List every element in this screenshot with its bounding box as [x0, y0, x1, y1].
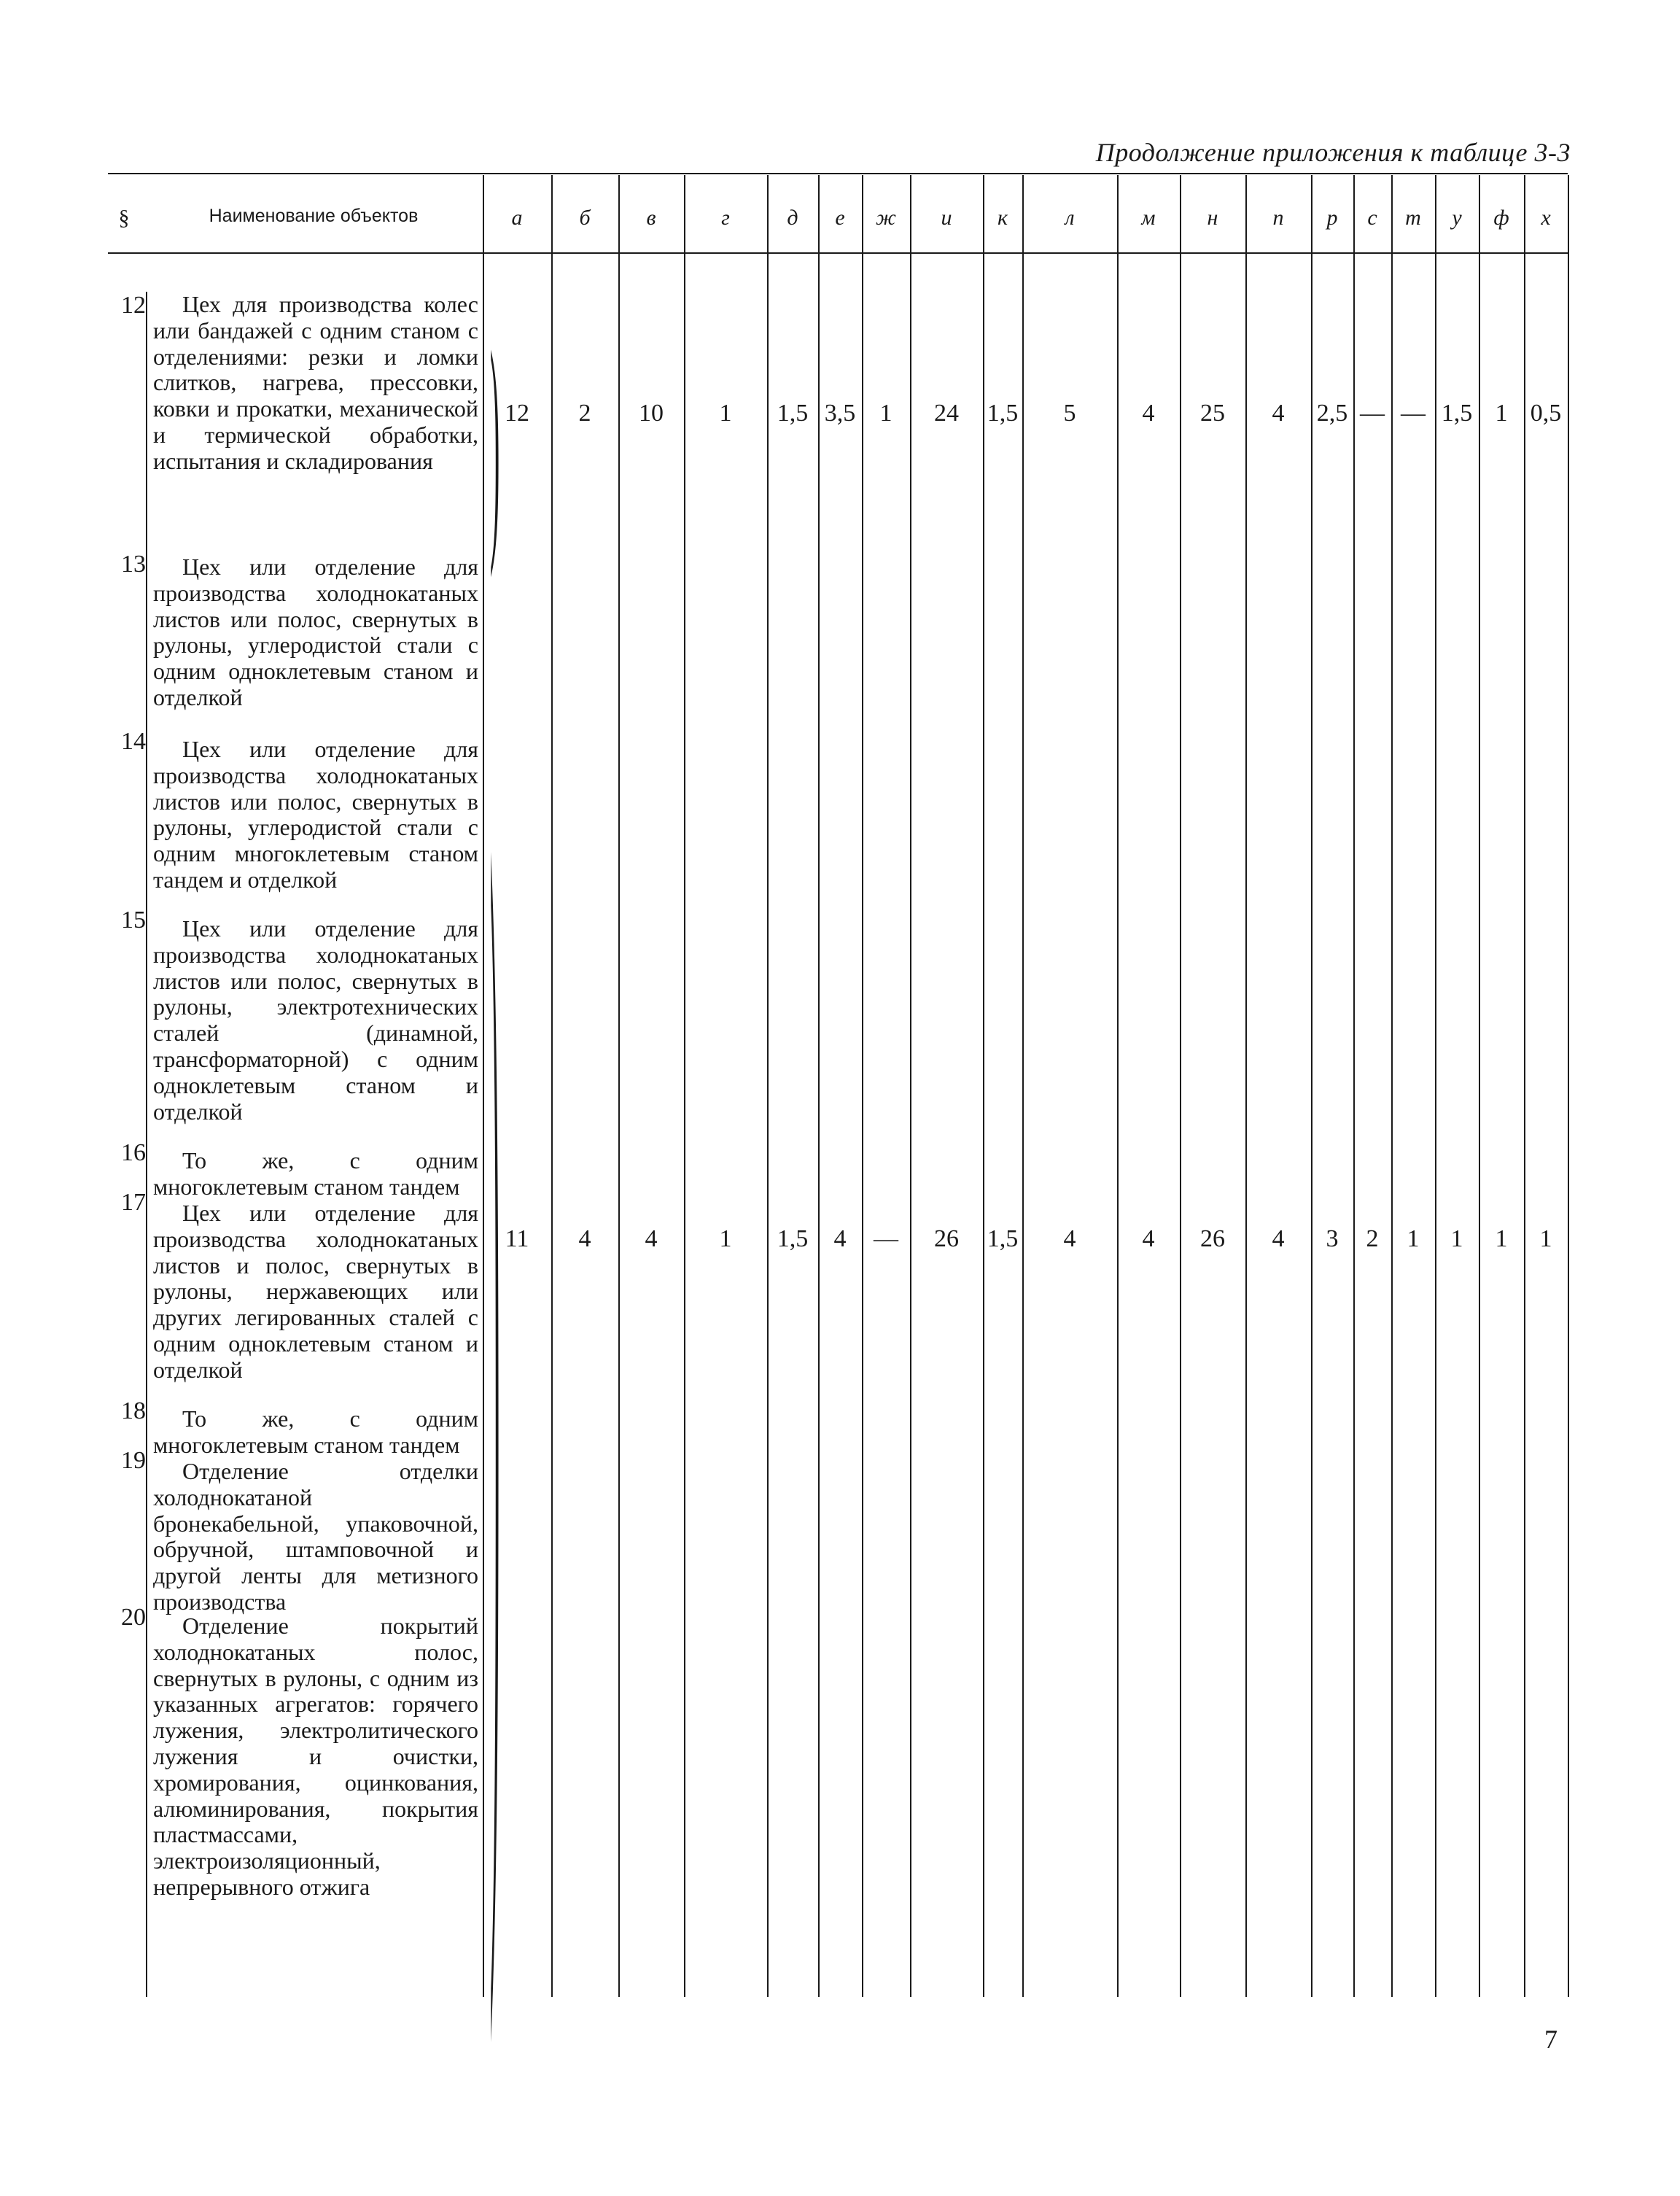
header-col-10: м [1141, 206, 1156, 230]
header-col-14: с [1367, 206, 1377, 230]
row-description-14 [153, 737, 478, 893]
header-col-8: к [997, 206, 1008, 230]
column-divider-14 [1353, 175, 1355, 1997]
value-g2-col-5: 4 [833, 1225, 847, 1252]
value-g1-col-9: 5 [1063, 400, 1076, 427]
value-g2-col-2: 4 [645, 1225, 658, 1252]
value-g1-col-3: 1 [719, 400, 732, 427]
value-g2-col-13: 3 [1326, 1225, 1339, 1252]
bracket-group-2: ) [490, 581, 500, 2058]
header-col-3: г [721, 206, 730, 230]
header-col-12: п [1272, 206, 1284, 230]
value-g1-col-17: 1 [1495, 400, 1508, 427]
value-g2-col-0: 11 [505, 1225, 529, 1252]
column-divider-7 [910, 175, 911, 1997]
column-divider-3 [684, 175, 685, 1997]
value-g1-col-11: 25 [1200, 400, 1225, 427]
value-g1-col-2: 10 [639, 400, 664, 427]
value-g1-col-5: 3,5 [824, 400, 856, 427]
row-description-18 [153, 1406, 478, 1459]
row-description-15 [153, 916, 478, 1125]
row-number-15: 15 [121, 907, 146, 934]
column-divider-17 [1479, 175, 1480, 1997]
column-divider-16 [1435, 175, 1436, 1997]
column-divider-9 [1022, 175, 1024, 1997]
row-number-18: 18 [121, 1397, 146, 1424]
value-g2-col-17: 1 [1495, 1225, 1508, 1252]
row-description-20 [153, 1613, 478, 1901]
column-divider-4 [767, 175, 769, 1997]
column-divider-13 [1311, 175, 1312, 1997]
value-g2-col-1: 4 [578, 1225, 591, 1252]
value-g2-col-4: 1,5 [777, 1225, 809, 1252]
row-text-17: Цех или отделение для производства холоднокатаных листов и полос, свернутых в рулоны, нержавеющих или других легированных сталей с одним одноклетевым станом и отделкой [153, 1200, 478, 1383]
value-g2-col-11: 26 [1200, 1225, 1225, 1252]
row-text-18: То же, с одним многоклетевым станом тандем [153, 1405, 478, 1458]
header-col-0: а [511, 206, 523, 230]
header-col-1: б [579, 206, 591, 230]
column-divider-11 [1180, 175, 1181, 1997]
row-number-13: 13 [121, 551, 146, 578]
value-g1-col-7: 24 [934, 400, 959, 427]
column-divider-10 [1117, 175, 1119, 1997]
value-g1-col-1: 2 [578, 400, 591, 427]
row-text-19: Отделение отделки холоднокатаной бронекабельной, упаковочной, обручной, штамповочной и другой ленты для метизного производства [153, 1458, 478, 1615]
bracket-group-1: ) [490, 298, 500, 581]
row-text-20: Отделение покрытий холоднокатаных полос, свернутых в рулоны, с одним из указанных агрегатов: горячего лужения, электролитического лужения и очистки, хромирования, оцинкования, алюминирования, покрытия пластмассами, электроизоляционный, непрерывного отжига [153, 1613, 478, 1900]
section-column-divider [146, 292, 147, 1997]
column-divider-5 [818, 175, 820, 1997]
header-object-name: Наименование объектов [209, 206, 419, 226]
row-text-15: Цех или отделение для производства холоднокатаных листов или полос, свернутых в рулоны, электротехнических сталей (динамной, трансформаторной) с одним одноклетевым станом и отделкой [153, 915, 478, 1125]
value-g2-col-16: 1 [1450, 1225, 1463, 1252]
value-g2-col-9: 4 [1063, 1225, 1076, 1252]
value-g2-col-15: 1 [1407, 1225, 1420, 1252]
value-g2-col-10: 4 [1142, 1225, 1155, 1252]
value-g2-col-12: 4 [1272, 1225, 1285, 1252]
value-g1-col-6: 1 [879, 400, 892, 427]
row-number-20: 20 [121, 1604, 146, 1631]
row-number-14: 14 [121, 728, 146, 755]
header-col-6: ж [876, 206, 896, 230]
header-top-rule [108, 173, 1568, 174]
row-number-19: 19 [121, 1447, 146, 1474]
header-section-symbol: § [118, 206, 130, 230]
value-g1-col-0: 12 [505, 400, 529, 427]
value-g1-col-8: 1,5 [987, 400, 1019, 427]
column-divider-18 [1524, 175, 1525, 1997]
column-divider-2 [618, 175, 620, 1997]
column-divider-19 [1568, 175, 1569, 1997]
header-col-9: л [1065, 206, 1075, 230]
header-col-11: н [1207, 206, 1218, 230]
header-col-5: е [835, 206, 845, 230]
row-text-12: Цех для производства колес или бандажей с одним станом с отделениями: резки и ломки слитков, нагрева, прессовки, ковки и прокатки, механической и термической обработки, испытания и складирования [153, 291, 478, 474]
row-number-16: 16 [121, 1139, 146, 1166]
header-col-7: и [941, 206, 952, 230]
row-text-14: Цех или отделение для производства холоднокатаных листов или полос, свернутых в рулоны, углеродистой стали с одним многоклетевым станом тандем и отделкой [153, 736, 478, 893]
column-divider-8 [983, 175, 984, 1997]
value-g1-col-12: 4 [1272, 400, 1285, 427]
row-description-17 [153, 1200, 478, 1384]
value-g2-col-3: 1 [719, 1225, 732, 1252]
value-g2-col-18: 1 [1539, 1225, 1552, 1252]
column-divider-6 [862, 175, 863, 1997]
header-col-17: ф [1493, 206, 1509, 230]
row-description-19 [153, 1459, 478, 1615]
header-col-4: д [787, 206, 798, 230]
column-divider-15 [1391, 175, 1393, 1997]
header-col-15: т [1405, 206, 1421, 230]
value-g1-col-18: 0,5 [1530, 400, 1562, 427]
row-description-16 [153, 1148, 478, 1200]
column-divider-12 [1245, 175, 1247, 1997]
column-divider-0 [483, 175, 484, 1997]
value-g1-col-10: 4 [1142, 400, 1155, 427]
value-g1-col-16: 1,5 [1441, 400, 1473, 427]
header-col-2: в [646, 206, 656, 230]
header-bottom-rule [108, 252, 1568, 254]
value-g1-col-13: 2,5 [1316, 400, 1348, 427]
value-g2-col-14: 2 [1366, 1225, 1379, 1252]
header-col-18: х [1541, 206, 1551, 230]
row-text-13: Цех или отделение для производства холоднокатаных листов или полос, свернутых в рулоны, углеродистой стали с одним одноклетевым станом и отделкой [153, 554, 478, 710]
value-g1-col-14: — [1360, 400, 1385, 427]
header-col-16: у [1452, 206, 1462, 230]
value-g2-col-6: — [874, 1225, 898, 1252]
page-number: 7 [1544, 2025, 1558, 2054]
row-number-17: 17 [121, 1189, 146, 1216]
value-g2-col-7: 26 [934, 1225, 959, 1252]
table-caption: Продолжение приложения к таблице 3-3 [1095, 138, 1571, 167]
row-description-12 [153, 292, 478, 475]
row-text-16: То же, с одним многоклетевым станом тандем [153, 1147, 478, 1200]
value-g1-col-4: 1,5 [777, 400, 809, 427]
row-description-13 [153, 554, 478, 711]
header-col-13: р [1326, 206, 1338, 230]
column-divider-1 [551, 175, 553, 1997]
row-number-12: 12 [121, 292, 146, 319]
value-g1-col-15: — [1401, 400, 1426, 427]
value-g2-col-8: 1,5 [987, 1225, 1019, 1252]
